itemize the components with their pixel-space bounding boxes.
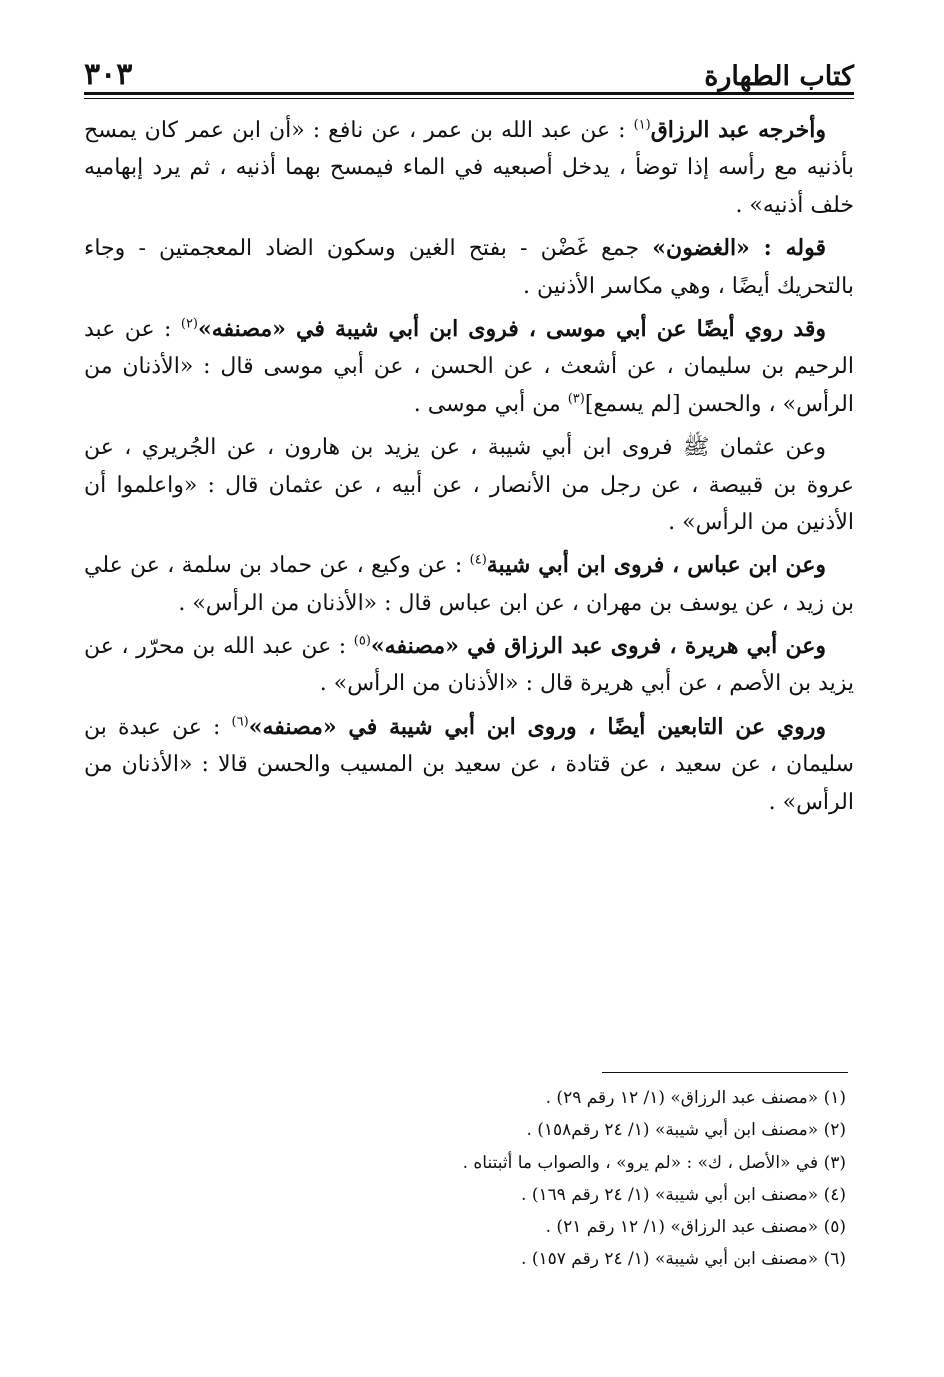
footnote: (٦) «مصنف ابن أبي شيبة» (١/ ٢٤ رقم ١٥٧) . bbox=[521, 1249, 846, 1270]
paragraph-bold: وأخرجه عبد الرزاق bbox=[650, 117, 826, 143]
footnote-ref: (٢) bbox=[180, 316, 198, 332]
footnote: (٤) «مصنف ابن أبي شيبة» (١/ ٢٤ رقم ١٦٩) . bbox=[521, 1184, 846, 1205]
paragraph-bold: وعن ابن عباس ، فروى ابن أبي شيبة bbox=[486, 552, 826, 579]
paragraph-text: جمع غَضْن - بفتح الغين وسكون الضاد المعجمتين - وجاء بالتحريك أيضًا ، وهي مكاسر الأذنين . bbox=[84, 236, 854, 299]
paragraph-bold: وقد روي أيضًا عن أبي موسى ، فروى ابن أبي شيبة في «مصنفه» bbox=[198, 315, 826, 342]
page-header bbox=[84, 38, 854, 90]
header-rule-thick bbox=[84, 92, 854, 95]
paragraph-bold: وروي عن التابعين أيضًا ، وروى ابن أبي شيبة في «مصنفه» bbox=[248, 713, 827, 740]
footnote: (٢) «مصنف ابن أبي شيبة» (١/ ٢٤ رقم١٥٨) . bbox=[526, 1120, 846, 1141]
book-title: كتاب الطهارة bbox=[704, 61, 854, 92]
footnote: (٥) «مصنف عبد الرزاق» (١/ ١٢ رقم ٢١) . bbox=[545, 1217, 846, 1238]
paragraph bbox=[84, 709, 854, 821]
footnote-ref: (٤) bbox=[469, 552, 487, 568]
paragraph-text: : عن عبد الله بن عمر ، عن نافع : «أن ابن عمر كان يمسح بأذنيه مع رأسه إذا توضأ ، يدخل أصبعيه في الماء فيمسح بهما أذنيه ، ثم يرد إبهاميه خلف أذنيه» . bbox=[84, 118, 854, 218]
footnote: (٣) في «الأصل ، ك» : «لم يرو» ، والصواب ما أثبتناه . bbox=[462, 1152, 846, 1173]
header-rule-thin bbox=[84, 98, 854, 99]
page-number: ٣٠٣ bbox=[84, 57, 133, 92]
paragraph bbox=[84, 547, 854, 622]
paragraph-text: وعن عثمان ﷺ فروى ابن أبي شيبة ، عن يزيد بن هارون ، عن الجُريري ، عن عروة بن قبيصة ، عن رجل من الأنصار ، عن أبيه ، عن عثمان قال : «واعلموا أن الأذنين من الرأس» . bbox=[84, 435, 854, 535]
paragraph-text: : عن عبدة بن سليمان ، عن سعيد ، عن قتادة ، عن سعيد بن المسيب والحسن قالا : «الأذنان من الرأس» . bbox=[84, 714, 854, 815]
footnote-rule bbox=[602, 1072, 848, 1073]
body-text bbox=[84, 112, 854, 827]
paragraph bbox=[84, 311, 854, 423]
footnote-ref: (٥) bbox=[353, 633, 371, 649]
paragraph-bold: وعن أبي هريرة ، فروى عبد الرزاق في «مصنفه» bbox=[370, 633, 826, 660]
paragraph-text: : عن وكيع ، عن حماد بن سلمة ، عن علي بن زيد ، عن يوسف بن مهران ، عن ابن عباس قال : «الأذنان من الرأس» . bbox=[84, 553, 854, 616]
paragraph-bold: قوله : «الغضون» bbox=[652, 235, 826, 262]
paragraph bbox=[84, 628, 854, 703]
footnote: (١) «مصنف عبد الرزاق» (١/ ١٢ رقم ٢٩) . bbox=[545, 1088, 846, 1108]
paragraph bbox=[84, 429, 854, 541]
footnote-ref: (٣) bbox=[567, 391, 585, 407]
footnote-ref: (٦) bbox=[231, 714, 249, 730]
footnote-ref: (١) bbox=[633, 117, 651, 133]
paragraph-text: : عن عبد الله بن محرّر ، عن يزيد بن الأصم ، عن أبي هريرة قال : «الأذنان من الرأس» . bbox=[84, 634, 854, 697]
footnotes bbox=[84, 1082, 854, 1276]
paragraph bbox=[84, 112, 854, 224]
paragraph-text: : عن عبد الرحيم بن سليمان ، عن أشعث ، عن الحسن ، عن أبي موسى قال : «الأذنان من الرأس» ، والحسن [لم يسمع] bbox=[84, 316, 854, 417]
paragraph bbox=[84, 230, 854, 305]
paragraph-text: من أبي موسى . bbox=[413, 391, 568, 417]
